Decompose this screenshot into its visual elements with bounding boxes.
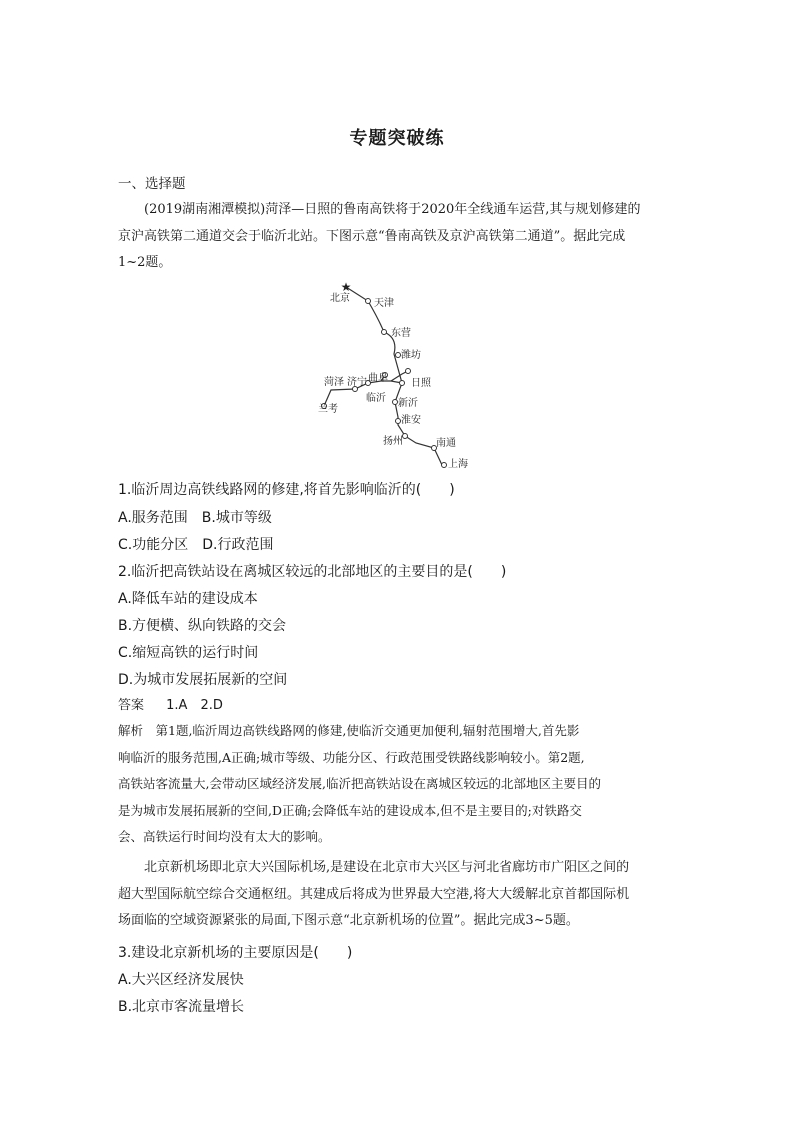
intro2-line: 超大型国际航空综合交通枢纽。其建成后将成为世界最大空港,将大大缓解北京首都国际机 (118, 886, 630, 902)
map-label-beijing: 北京 (330, 293, 350, 304)
question-3-option-a: A.大兴区经济发展快 (118, 972, 244, 988)
intro2-line: 北京新机场即北京大兴国际机场,是建设在北京市大兴区与河北省廊坊市广阳区之间的 (144, 860, 630, 875)
solution-line: 高铁站客流量大,会带动区域经济发展,临沂把高铁站设在离城区较远的北部地区主要目的 (118, 776, 601, 791)
question-1-stem: 1.临沂周边高铁线路网的修建,将首先影响临沂的( ) (118, 482, 455, 498)
station-dot (400, 381, 405, 386)
station-dot (403, 434, 408, 439)
question-2-option-c: C.缩短高铁的运行时间 (118, 645, 259, 661)
page-title: 专题突破练 (349, 128, 445, 149)
map-label-lankao: 兰考 (318, 404, 338, 415)
station-dot (382, 330, 387, 335)
map-label-yangzhou: 扬州 (383, 436, 403, 447)
solution-paragraph (118, 718, 678, 851)
map-label-xinyi: 新沂 (398, 398, 418, 409)
map-label-nantong: 南通 (436, 438, 456, 449)
railway-map (310, 278, 490, 474)
station-dot (366, 299, 371, 304)
answer-line (118, 694, 223, 713)
question-2-stem: 2.临沂把高铁站设在离城区较远的北部地区的主要目的是( ) (118, 564, 507, 580)
map-label-tianjin: 天津 (374, 298, 394, 309)
station-dot (393, 400, 398, 405)
solution-line: 是为城市发展拓展新的空间,D正确;会降低车站的建设成本,但不是主要目的;对铁路交 (118, 802, 582, 818)
intro-paragraph-2 (118, 855, 678, 935)
solution-line: 会、高铁运行时间均没有太大的影响。 (118, 829, 331, 844)
map-label-qufu: 曲阜 (368, 373, 388, 384)
question-1-option-row: A.服务范围 B.城市等级 (118, 510, 272, 526)
intro1-line: 京沪高铁第二通道交会于临沂北站。下图示意“鲁南高铁及京沪高铁第二通道”。据此完成 (118, 228, 626, 244)
map-label-weifang: 潍坊 (401, 350, 421, 361)
map-label-huaian: 淮安 (401, 415, 421, 426)
station-dot (396, 419, 401, 424)
intro1-line: 1~2题。 (118, 255, 172, 270)
solution-line: 解析 第1题,临沂周边高铁线路网的修建,使临沂交通更加便利,辐射范围增大,首先影 (118, 723, 580, 738)
section-heading: 一、选择题 (118, 176, 186, 192)
station-dot (406, 369, 411, 374)
map-label-shanghai: 上海 (448, 459, 468, 470)
map-label-linyi: 临沂 (366, 393, 386, 404)
intro1-line: (2019湖南湘潭模拟)菏泽—日照的鲁南高铁将于2020年全线通车运营,其与规划修建的 (144, 202, 641, 217)
intro-paragraph-1 (118, 197, 678, 277)
question-1-option-row: C.功能分区 D.行政范围 (118, 537, 274, 553)
intro2-line: 场面临的空域资源紧张的局面,下图示意“北京新机场的位置”。据此完成3~5题。 (118, 913, 579, 928)
star-icon: ★ (340, 280, 352, 294)
map-label-jining: 济宁 (347, 377, 367, 388)
question-2-option-a: A.降低车站的建设成本 (118, 591, 258, 607)
answer-label: 答案 (118, 698, 145, 713)
map-label-rizhao: 日照 (411, 378, 431, 389)
solution-line: 响临沂的服务范围,A正确;城市等级、功能分区、行政范围受铁路线影响较小。第2题, (118, 749, 585, 765)
question-2-option-d: D.为城市发展拓展新的空间 (118, 672, 288, 688)
answer-text: 1.A 2.D (166, 698, 223, 713)
question-3-option-b: B.北京市客流量增长 (118, 999, 245, 1015)
question-2-option-b: B.方便横、纵向铁路的交会 (118, 618, 287, 634)
question-3-stem: 3.建设北京新机场的主要原因是( ) (118, 945, 353, 961)
station-dot (396, 353, 401, 358)
station-dot (442, 463, 447, 468)
map-label-heze: 菏泽 (324, 377, 344, 388)
map-label-dongying: 东营 (391, 328, 411, 339)
